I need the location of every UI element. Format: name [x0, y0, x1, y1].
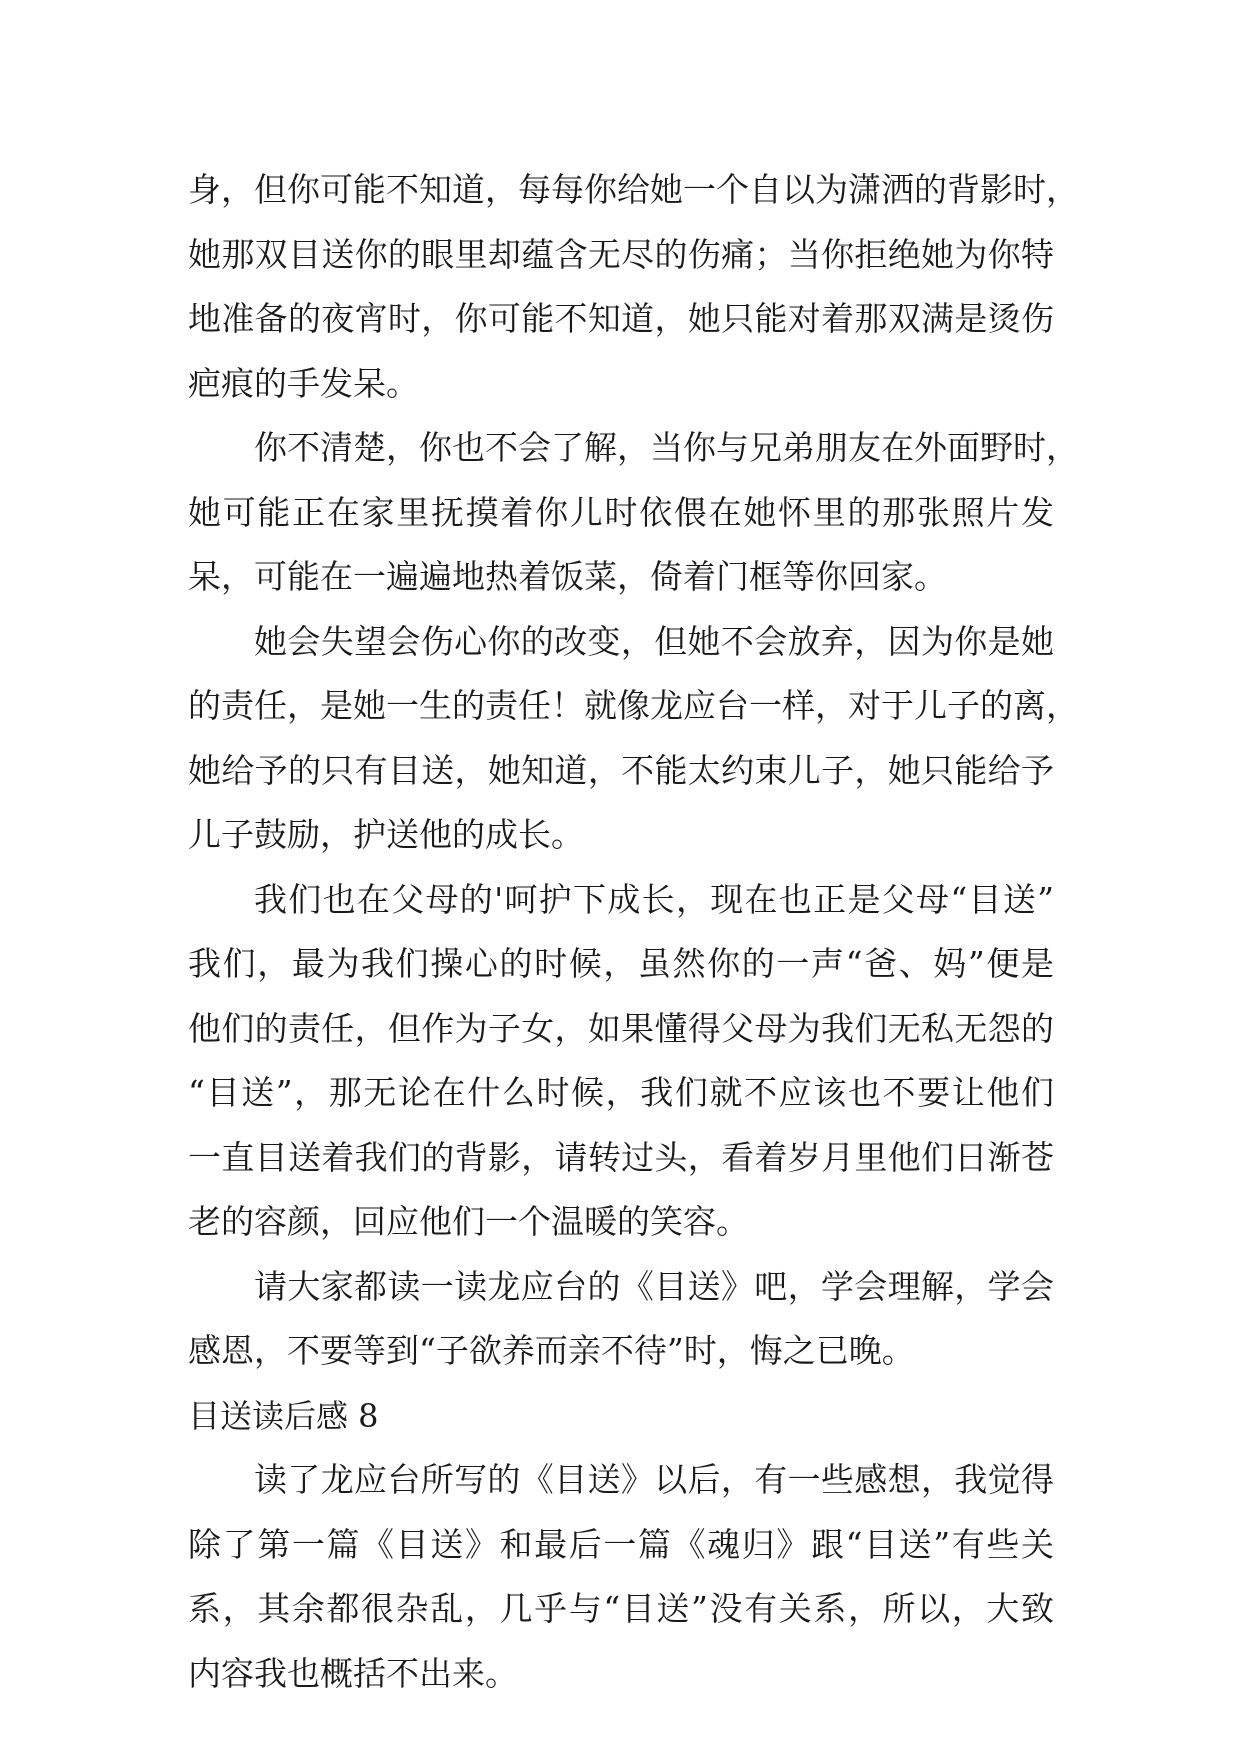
text-line: 老的容颜，回应他们一个温暖的笑容。: [188, 1202, 749, 1241]
text-line: 地准备的夜宵时，你可能不知道，她只能对着那双满是烫伤: [188, 299, 1054, 338]
text-line: 她那双目送你的眼里却蕴含无尽的伤痛；当你拒绝她为你特: [188, 234, 1054, 274]
text-line: “目送”，那无论在什么时候，我们就不应该也不要让他们: [188, 1073, 1054, 1112]
section-heading: 目送读后感 8: [188, 1396, 379, 1435]
text-line: 儿子鼓励，护送他的成长。: [188, 815, 584, 854]
text-line: 身，但你可能不知道，每每你给她一个自以为潇洒的背影时，: [188, 170, 1079, 209]
text-line: 我们，最为我们操心的时候，虽然你的一声“爸、妈”便是: [188, 944, 1054, 983]
document-body: [188, 158, 1079, 1706]
paragraph: [188, 1255, 1054, 1384]
text-line: 你不清楚，你也不会了解，当你与兄弟朋友在外面野时，: [254, 428, 1079, 467]
text-line: 内容我也概括不出来。: [188, 1653, 518, 1693]
text-line: 的责任，是她一生的责任！就像龙应台一样，对于儿子的离，: [188, 686, 1079, 725]
paragraph: [188, 1448, 1054, 1706]
paragraph: [188, 158, 1079, 416]
text-line: 系，其余都很杂乱，几乎与“目送”没有关系，所以，大致: [188, 1589, 1054, 1628]
text-line: 请大家都读一读龙应台的《目送》吧，学会理解，学会: [254, 1266, 1054, 1306]
text-line: 感恩，不要等到“子欲养而亲不待”时，悔之已晚。: [188, 1331, 915, 1370]
paragraph: [188, 868, 1054, 1255]
text-line: 我们也在父母的'呵护下成长，现在也正是父母“目送”: [254, 879, 1054, 919]
paragraph: [188, 416, 1079, 610]
text-line: 他们的责任，但作为子女，如果懂得父母为我们无私无怨的: [188, 1008, 1054, 1048]
text-line: 除了第一篇《目送》和最后一篇《魂归》跟“目送”有些关: [188, 1524, 1054, 1564]
text-line: 呆，可能在一遍遍地热着饭菜，倚着门框等你回家。: [188, 557, 947, 596]
text-line: 读了龙应台所写的《目送》以后，有一些感想，我觉得: [254, 1460, 1054, 1499]
text-line: 一直目送着我们的背影，请转过头，看着岁月里他们日渐苍: [188, 1137, 1054, 1177]
text-line: 她可能正在家里抚摸着你儿时依偎在她怀里的那张照片发: [188, 492, 1054, 532]
text-line: 她会失望会伤心你的改变，但她不会放弃，因为你是她: [254, 621, 1054, 661]
text-line: 疤痕的手发呆。: [188, 363, 419, 403]
paragraph: [188, 610, 1079, 868]
text-line: 她给予的只有目送，她知道，不能太约束儿子，她只能给予: [188, 750, 1054, 790]
